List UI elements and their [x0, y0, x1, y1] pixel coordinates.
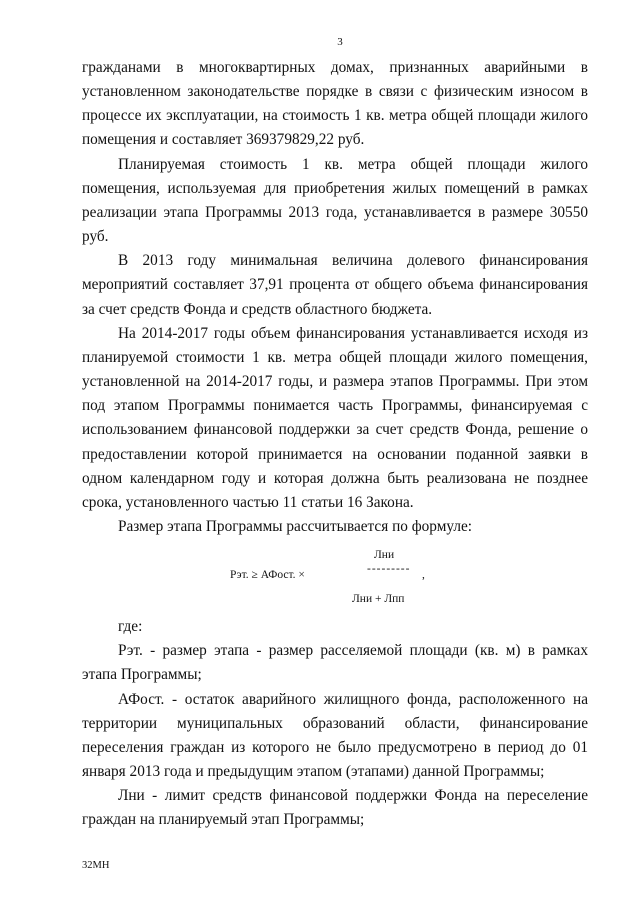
formula-comma: ,: [422, 569, 425, 582]
formula-denominator: Лни + Лпп: [352, 593, 405, 606]
definition-lni: Лни - лимит средств финансовой поддержки Фонда на переселение граждан на планируемый этап Программы;: [82, 787, 588, 829]
formula-numerator: Лни: [374, 549, 395, 562]
paragraph-formula-intro: Размер этапа Программы рассчитывается по формуле:: [118, 517, 473, 535]
paragraph-planned-cost: Планируемая стоимость 1 кв. метра общей площади жилого помещения, используемая для приобретения жилых помещений в рамках реализации этапа Программы 2013 года, устанавливается в размере 30550 руб.: [82, 155, 588, 246]
page-number: 3: [337, 36, 343, 48]
definition-ret: Рэт. - размер этапа - размер расселяемой площади (кв. м) в рамках этапа Программы;: [82, 642, 588, 684]
where-label: где:: [118, 618, 143, 636]
stage-size-formula: [82, 539, 588, 615]
document-body: [82, 56, 588, 833]
paragraph-continuation: гражданами в многоквартирных домах, признанных аварийными в установленном законодательстве порядке в связи с физическим износом в процессе их эксплуатации, на стоимость 1 кв. метра общей площади жилого помещения и составляет 369379829,22 руб.: [82, 59, 588, 149]
formula-fraction-line: ---------: [367, 563, 411, 576]
definition-afost: АФост. - остаток аварийного жилищного фонда, расположенного на территории муниципальных образований области, финансирование переселения граждан из которого не было предусмотрено в период до 01 января 2013 года и предыдущим этапом (этапами) данной Программы;: [82, 690, 588, 781]
formula-left-side: Рэт. ≥ АФост. ×: [230, 569, 305, 582]
paragraph-cofinancing-2013: В 2013 году минимальная величина долевого финансирования мероприятий составляет 37,91 процента от общего объема финансирования за счет средств Фонда и средств областного бюджета.: [82, 252, 588, 318]
footer-code: 32МН: [82, 860, 110, 871]
paragraph-financing-2014-2017: На 2014-2017 годы объем финансирования устанавливается исходя из планируемой стоимости 1 кв. метра общей площади жилого помещения, установленной на 2014-2017 годы, и размера этапов Программы. При этом под этапом Программы понимается часть Программы, финансируемая с использованием финансовой поддержки за счет средств Фонда, решение о предоставлении которой принимается на основании поданной заявки в одном календарном году и которая должна быть реализована не позднее срока, установленного частью 11 статьи 16 Закона.: [82, 324, 588, 511]
